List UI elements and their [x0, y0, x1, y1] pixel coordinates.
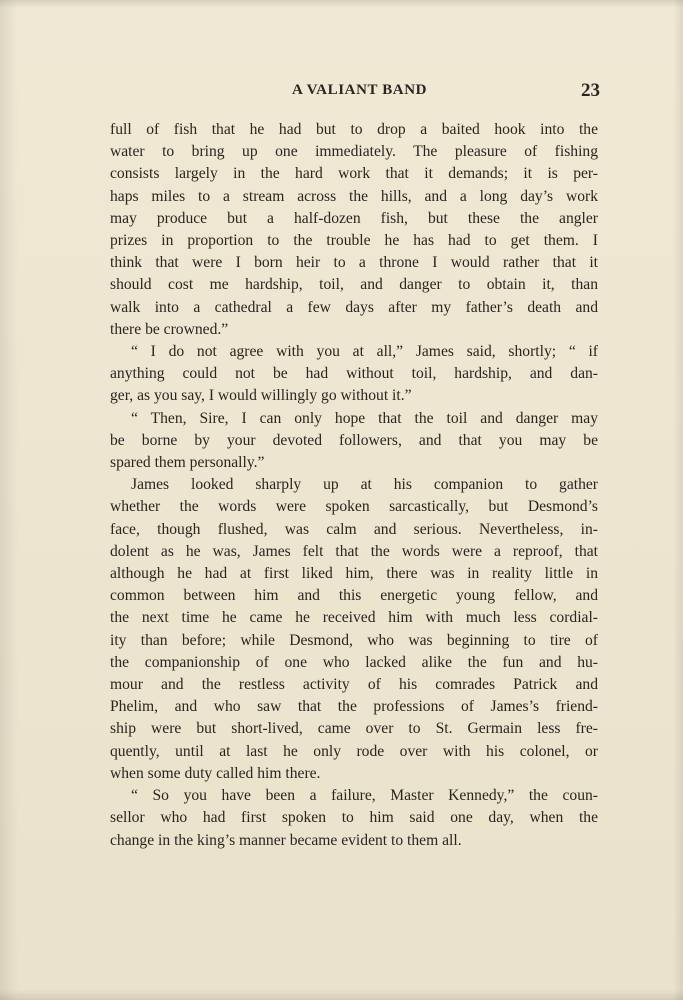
- body-line: may produce but a half-dozen fish, but these the angler: [110, 209, 598, 227]
- body-line: change in the king’s manner became evident to them all.: [110, 831, 462, 849]
- body-line: “ I do not agree with you at all,” James said, shortly; “ if: [131, 343, 598, 361]
- body-text: [110, 119, 598, 852]
- body-line: ship were but short-lived, came over to St. Germain less fre-: [110, 720, 598, 738]
- body-line: dolent as he was, James felt that the words were a reproof, that: [110, 542, 598, 560]
- running-title: A VALIANT BAND: [292, 82, 428, 98]
- body-line: although he had at first liked him, there was in reality little in: [110, 565, 598, 583]
- body-line: water to bring up one immediately. The pleasure of fishing: [110, 143, 598, 161]
- body-line: sellor who had first spoken to him said one day, when the: [110, 809, 598, 827]
- body-line: think that were I born heir to a throne I would rather that it: [110, 254, 598, 272]
- page-number: 23: [581, 80, 600, 101]
- body-line: “ Then, Sire, I can only hope that the toil and danger may: [131, 409, 598, 427]
- body-line: walk into a cathedral a few days after my father’s death and: [110, 298, 598, 316]
- page-bottom-shadow: [0, 990, 683, 1000]
- body-line: common between him and this energetic young fellow, and: [110, 587, 598, 605]
- body-line: spared them personally.”: [110, 454, 265, 472]
- body-line: mour and the restless activity of his comrades Patrick and: [110, 676, 598, 694]
- body-line: the next time he came he received him with much less cordial-: [110, 609, 598, 627]
- body-line: there be crowned.”: [110, 320, 229, 338]
- body-line: anything could not be had without toil, hardship, and dan-: [110, 365, 598, 383]
- page-right-edge: [673, 0, 683, 1000]
- body-line: ity than before; while Desmond, who was beginning to tire of: [110, 631, 598, 649]
- body-line: quently, until at last he only rode over with his colonel, or: [110, 742, 598, 760]
- body-line: Phelim, and who saw that the professions of James’s friend-: [110, 698, 598, 716]
- body-line: ger, as you say, I would willingly go without it.”: [110, 387, 412, 405]
- body-line: haps miles to a stream across the hills, and a long day’s work: [110, 187, 598, 205]
- body-line: should cost me hardship, toil, and danger to obtain it, than: [110, 276, 598, 294]
- body-line: face, though flushed, was calm and serious. Nevertheless, in-: [110, 520, 598, 538]
- body-line: “ So you have been a failure, Master Kennedy,” the coun-: [131, 787, 598, 805]
- body-line: when some duty called him there.: [110, 764, 321, 782]
- body-line: be borne by your devoted followers, and that you may be: [110, 431, 598, 449]
- body-line: the companionship of one who lacked alike the fun and hu-: [110, 653, 598, 671]
- body-line: whether the words were spoken sarcastically, but Desmond’s: [110, 498, 598, 516]
- body-line: James looked sharply up at his companion to gather: [131, 476, 598, 494]
- running-head: [110, 82, 600, 106]
- body-line: prizes in proportion to the trouble he has had to get them. I: [110, 232, 598, 250]
- body-line: consists largely in the hard work that it demands; it is per-: [110, 165, 598, 183]
- body-line: full of fish that he had but to drop a baited hook into the: [110, 121, 598, 138]
- page-top-edge: [0, 0, 683, 8]
